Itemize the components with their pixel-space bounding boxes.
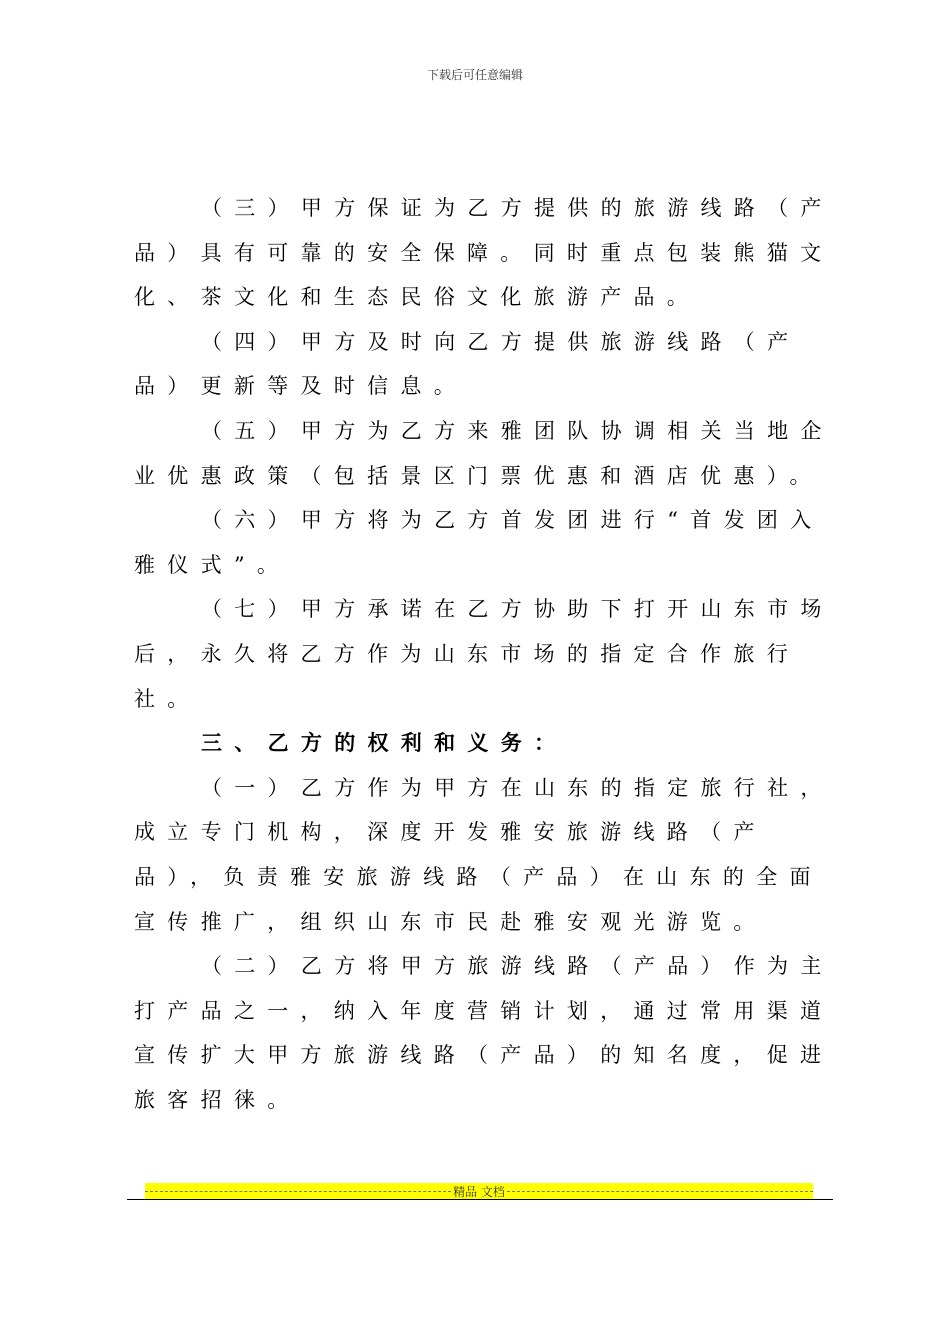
clause-4-updates: （四）甲方及时向乙方提供旅游线路（产品）更新等及时信息。 [134, 329, 801, 399]
footer-banner [145, 1183, 813, 1200]
clause-3-security: （三）甲方保证为乙方提供的旅游线路（产品）具有可靠的安全保障。同时重点包装熊猫文化、茶文化和生态民俗文化旅游产品。 [134, 196, 834, 310]
document-body [134, 186, 834, 1122]
footer-dash-right [507, 1191, 813, 1192]
clause-6-ceremony: （六）甲方将为乙方首发团进行“首发团入雅仪式”。 [134, 508, 824, 577]
footer-rule [127, 1199, 833, 1200]
footer-label: 精品 文档 [453, 1185, 505, 1199]
clause-7-designation: （七）甲方承诺在乙方协助下打开山东市场后，永久将乙方作为山东市场的指定合作旅行社。 [134, 597, 834, 711]
section-heading-party-b: 三、乙方的权利和义务： [201, 731, 568, 756]
footer-dash-left [145, 1191, 451, 1192]
party-b-clause-2: （二）乙方将甲方旅游线路（产品）作为主打产品之一，纳入年度营销计划，通过常用渠道宣传扩大甲方旅游线路（产品）的知名度，促进旅客招徕。 [134, 954, 834, 1112]
party-b-clause-1: （一）乙方作为甲方在山东的指定旅行社，成立专门机构，深度开发雅安旅游线路（产品），负责雅安旅游线路（产品）在山东的全面宣传推广，组织山东市民赴雅安观光游览。 [134, 775, 834, 934]
page-header-note: 下载后可任意编辑 [426, 68, 523, 82]
clause-5-discounts: （五）甲方为乙方来雅团队协调相关当地企业优惠政策（包括景区门票优惠和酒店优惠）。 [134, 418, 834, 488]
